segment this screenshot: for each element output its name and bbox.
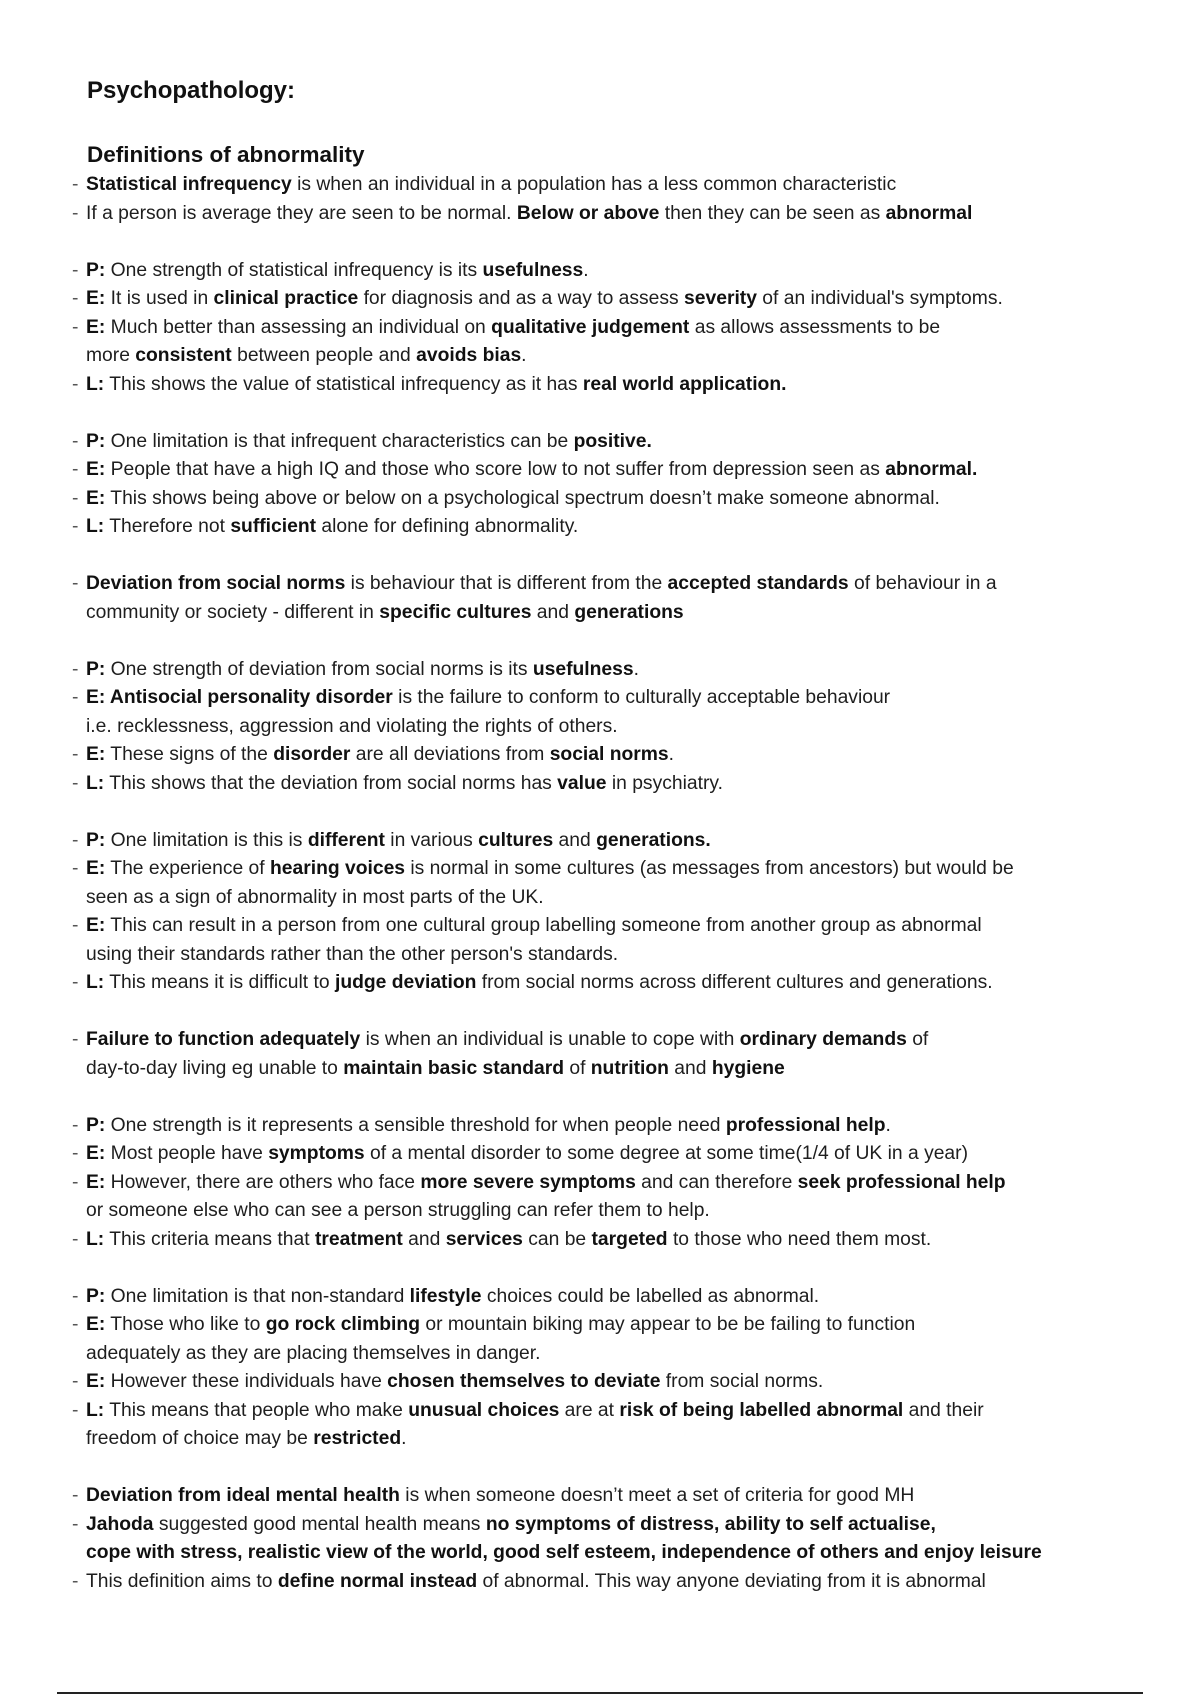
bold-text: risk of being labelled abnormal [619, 1399, 904, 1421]
bold-text: treatment [314, 1228, 403, 1250]
bullet-line [70, 1283, 1160, 1312]
bold-text: Failure to function adequately [86, 1029, 361, 1050]
continuation-line [70, 342, 1160, 371]
text: One strength is it represents a sensible threshold for when people need [105, 1114, 726, 1136]
text: of a mental disorder to some degree at some time(1/4 of UK in a year) [364, 1143, 968, 1164]
bold-text: E: [86, 459, 106, 480]
bold-text: positive. [573, 430, 652, 452]
continuation-line [70, 1197, 1160, 1226]
bullet-line [70, 912, 1160, 941]
bold-text: qualitative judgement [491, 316, 690, 338]
bold-text: cope with stress, realistic view of the world, good self esteem, independence of others and enjoy leisure [86, 1542, 1042, 1563]
paragraph-gap [70, 228, 1160, 257]
text: . [633, 658, 639, 680]
bold-text: Statistical infrequency [86, 174, 292, 195]
bold-text: specific cultures [379, 601, 532, 623]
text: These signs of the [105, 744, 274, 765]
bullet-line [70, 741, 1160, 770]
bold-text: professional help [725, 1114, 886, 1136]
text: suggested good mental health means [153, 1513, 486, 1535]
paragraph-gap [70, 1083, 1160, 1112]
bold-text: abnormal [885, 202, 973, 224]
text: . [668, 744, 674, 765]
bullet-line [70, 656, 1160, 685]
text: in various [384, 829, 479, 851]
bold-text: E: [86, 858, 106, 879]
bold-text: abnormal. [885, 459, 978, 480]
bold-text: E: [86, 915, 106, 936]
bold-text: hearing voices [270, 858, 406, 879]
text: One limitation is this is [105, 829, 308, 851]
bullet-line [70, 1226, 1160, 1255]
paragraph-gap [70, 542, 1160, 571]
bold-text: nutrition [590, 1057, 669, 1079]
bold-text: define normal instead [277, 1570, 478, 1592]
text: as allows assessments to be [689, 316, 941, 338]
bold-text: P: [86, 1285, 106, 1307]
text: choices could be labelled as abnormal. [481, 1285, 820, 1307]
bold-text: E: [86, 744, 106, 765]
bold-text: services [445, 1228, 523, 1250]
bold-text: lifestyle [409, 1285, 482, 1307]
bold-text: E: [86, 1314, 106, 1335]
continuation-line [70, 941, 1160, 970]
bold-text: generations [574, 601, 684, 623]
text: of an individual's symptoms. [756, 288, 1003, 309]
bold-text: usefulness [532, 658, 634, 680]
text: in psychiatry. [606, 772, 723, 794]
bold-text: Deviation from ideal mental health [86, 1485, 400, 1506]
text: from social norms. [660, 1371, 824, 1392]
text: However these individuals have [105, 1371, 388, 1392]
bullet-line [70, 770, 1160, 799]
text: . [583, 259, 589, 281]
paragraph-gap [70, 627, 1160, 656]
text: is behaviour that is different from the [345, 573, 668, 594]
paragraph-gap [70, 399, 1160, 428]
bold-text: E: [86, 288, 106, 309]
text: . [885, 1114, 891, 1136]
footer-divider [57, 1692, 1143, 1694]
bold-text: different [307, 829, 385, 851]
text: seen as a sign of abnormality in most parts of the UK. [86, 886, 544, 908]
text: One limitation is that infrequent characteristics can be [105, 430, 574, 452]
bold-text: more severe symptoms [420, 1171, 636, 1193]
bullet-line [70, 570, 1160, 599]
continuation-line [70, 599, 1160, 628]
bold-text: Jahoda [86, 1513, 154, 1535]
text: is when someone doesn’t meet a set of criteria for good MH [399, 1485, 915, 1506]
text: to those who need them most. [667, 1228, 932, 1250]
bold-text: E: Antisocial personality disorder [86, 687, 393, 708]
text: The experience of [105, 858, 270, 879]
text: community or society - different in [86, 601, 380, 623]
bullet-line [70, 1026, 1160, 1055]
text: This can result in a person from one cultural group labelling someone from another group as abnormal [105, 915, 982, 936]
paragraph-gap [70, 998, 1160, 1027]
text: and [402, 1228, 446, 1250]
bold-text: sufficient [230, 516, 317, 537]
bullet-line [70, 371, 1160, 400]
text: . [401, 1428, 407, 1449]
text: . [521, 345, 527, 366]
bold-text: P: [86, 259, 106, 281]
bullet-line [70, 456, 1160, 485]
bullet-line [70, 1140, 1160, 1169]
bold-text: E: [86, 487, 106, 509]
bold-text: disorder [273, 744, 351, 765]
continuation-line [70, 1340, 1160, 1369]
bullet-line [70, 684, 1160, 713]
bullet-line [70, 1397, 1160, 1426]
text: of abnormal. This way anyone deviating from it is abnormal [477, 1570, 986, 1592]
bold-text: Below or above [516, 202, 660, 224]
page-title: Psychopathology: [87, 77, 296, 104]
bold-text: real world application. [582, 373, 787, 395]
text: day-to-day living eg unable to [86, 1057, 344, 1079]
text: of behaviour in a [848, 573, 997, 594]
bold-text: E: [86, 1143, 106, 1164]
text: of [563, 1057, 591, 1079]
bold-text: Deviation from social norms [86, 573, 346, 594]
text: Much better than assessing an individual on [105, 316, 492, 338]
bullet-line [70, 314, 1160, 343]
text: This means it is difficult to [104, 972, 335, 993]
bullet-line [70, 1169, 1160, 1198]
text: and [531, 601, 575, 623]
text: i.e. recklessness, aggression and violating the rights of others. [86, 715, 618, 737]
bullet-line [70, 513, 1160, 542]
text: One limitation is that non-standard [105, 1285, 410, 1307]
bold-text: value [557, 772, 607, 794]
text: alone for defining abnormality. [316, 516, 579, 537]
text: are at [559, 1399, 620, 1421]
section-heading: Definitions of abnormality [87, 142, 365, 167]
bold-text: targeted [591, 1228, 668, 1250]
text: One strength of deviation from social norms is its [105, 658, 533, 680]
continuation-line [70, 1425, 1160, 1454]
text: or mountain biking may appear to be be failing to function [419, 1314, 916, 1335]
continuation-line [70, 713, 1160, 742]
continuation-line [70, 1055, 1160, 1084]
bold-text: hygiene [711, 1057, 785, 1079]
bold-text: ordinary demands [739, 1029, 907, 1050]
text: Therefore not [104, 516, 231, 537]
bullet-line [70, 200, 1160, 229]
bullet-line [70, 1112, 1160, 1141]
text: This shows that the deviation from social norms has [104, 772, 558, 794]
bold-text: restricted [313, 1428, 402, 1449]
text: can be [522, 1228, 592, 1250]
bold-text: severity [684, 288, 757, 309]
bold-text: L: [86, 516, 105, 537]
text: Those who like to [105, 1314, 266, 1335]
bold-text: P: [86, 430, 106, 452]
bold-text: judge deviation [334, 972, 477, 993]
text: If a person is average they are seen to be normal. [86, 202, 517, 224]
bullet-line [70, 855, 1160, 884]
text: and their [903, 1399, 984, 1421]
text: However, there are others who face [105, 1171, 421, 1193]
bullet-line [70, 1311, 1160, 1340]
bullet-line [70, 1368, 1160, 1397]
bold-text: L: [86, 772, 105, 794]
text: is when an individual is unable to cope with [360, 1029, 740, 1050]
bold-text: L: [86, 373, 105, 395]
text: is when an individual in a population has a less common characteristic [291, 174, 897, 195]
continuation-line [70, 1539, 1160, 1568]
text: adequately as they are placing themselves in danger. [86, 1342, 541, 1364]
text: This means that people who make [104, 1399, 409, 1421]
bullet-line [70, 257, 1160, 286]
bold-text: consistent [135, 345, 232, 366]
bold-text: usefulness [482, 259, 584, 281]
bullet-line [70, 485, 1160, 514]
text: more [86, 345, 136, 366]
bullet-line [70, 969, 1160, 998]
bold-text: P: [86, 829, 106, 851]
bullet-line [70, 1482, 1160, 1511]
bold-text: L: [86, 1399, 105, 1421]
text: Most people have [105, 1143, 269, 1164]
bullet-line [70, 428, 1160, 457]
bold-text: generations. [596, 829, 711, 851]
text: and [553, 829, 597, 851]
text: This definition aims to [86, 1570, 278, 1592]
text: and [668, 1057, 712, 1079]
continuation-line [70, 884, 1160, 913]
paragraph-gap [70, 1454, 1160, 1483]
text: One strength of statistical infrequency is its [105, 259, 483, 281]
bold-text: seek professional help [797, 1171, 1006, 1193]
text: freedom of choice may be [86, 1428, 314, 1449]
bold-text: L: [86, 972, 105, 993]
bold-text: E: [86, 1171, 106, 1193]
bold-text: chosen themselves to deviate [387, 1371, 661, 1392]
bold-text: E: [86, 316, 106, 338]
bold-text: cultures [478, 829, 554, 851]
text: are all deviations from [350, 744, 550, 765]
bold-text: L: [86, 1228, 105, 1250]
text: from social norms across different cultures and generations. [476, 972, 993, 993]
bold-text: clinical practice [213, 288, 359, 309]
paragraph-gap [70, 798, 1160, 827]
bullet-line [70, 1568, 1160, 1597]
bullet-line [70, 285, 1160, 314]
bold-text: social norms [549, 744, 669, 765]
text: This criteria means that [104, 1228, 315, 1250]
text: is the failure to conform to culturally acceptable behaviour [392, 687, 891, 708]
bold-text: avoids bias [416, 345, 522, 366]
bold-text: P: [86, 658, 106, 680]
text: then they can be seen as [659, 202, 886, 224]
bold-text: unusual choices [408, 1399, 560, 1421]
notes-body [70, 171, 1160, 1596]
text: for diagnosis and as a way to assess [358, 288, 685, 309]
text: and can therefore [635, 1171, 798, 1193]
bold-text: accepted standards [667, 573, 849, 594]
bold-text: P: [86, 1114, 106, 1136]
bold-text: symptoms [268, 1143, 365, 1164]
text: of [906, 1029, 929, 1050]
text: This shows being above or below on a psychological spectrum doesn’t make someone abnormal. [105, 487, 940, 509]
text: This shows the value of statistical infrequency as it has [104, 373, 583, 395]
text: It is used in [105, 288, 214, 309]
text: using their standards rather than the other person's standards. [86, 943, 619, 965]
bold-text: E: [86, 1371, 106, 1392]
paragraph-gap [70, 1254, 1160, 1283]
text: between people and [231, 345, 417, 366]
text: or someone else who can see a person struggling can refer them to help. [86, 1200, 710, 1221]
bullet-line [70, 1511, 1160, 1540]
bold-text: go rock climbing [265, 1314, 420, 1335]
bullet-line [70, 171, 1160, 200]
text: is normal in some cultures (as messages from ancestors) but would be [405, 858, 1014, 879]
bullet-line [70, 827, 1160, 856]
bold-text: maintain basic standard [343, 1057, 564, 1079]
bold-text: no symptoms of distress, ability to self actualise, [485, 1513, 936, 1535]
text: People that have a high IQ and those who score low to not suffer from depression seen as [105, 459, 886, 480]
